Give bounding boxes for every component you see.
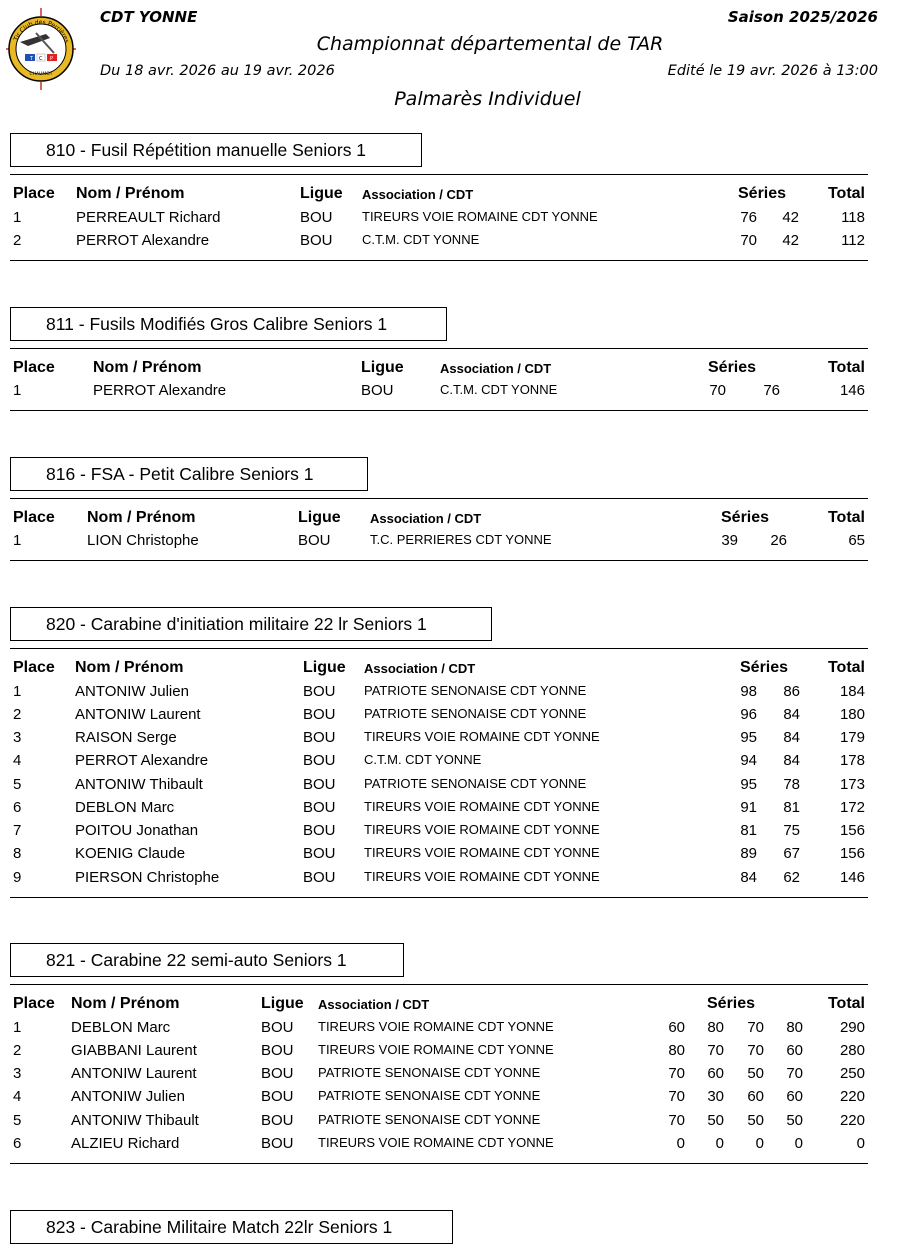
name-cell: ANTONIW Laurent	[71, 1065, 197, 1082]
series-score-cell: 80	[707, 1019, 724, 1036]
place-cell: 1	[13, 209, 22, 226]
name-cell: ANTONIW Laurent	[75, 706, 201, 723]
league-cell: BOU	[261, 1065, 294, 1082]
total-cell: 250	[839, 1065, 865, 1082]
table-row	[0, 382, 900, 400]
league-cell: BOU	[261, 1019, 294, 1036]
total-cell: 65	[848, 532, 865, 549]
series-score-cell: 80	[786, 1019, 803, 1036]
league-cell: BOU	[261, 1112, 294, 1129]
league-cell: BOU	[303, 822, 336, 839]
col-header-league: Ligue	[298, 509, 341, 526]
total-cell: 280	[839, 1042, 865, 1059]
place-cell: 7	[13, 822, 22, 839]
series-score-cell: 0	[676, 1135, 685, 1152]
series-score-cell: 60	[668, 1019, 685, 1036]
place-cell: 6	[13, 799, 22, 816]
org-name: CDT YONNE	[100, 8, 198, 26]
col-header-series: Séries	[708, 359, 757, 376]
total-cell: 220	[839, 1112, 865, 1129]
total-cell: 146	[839, 869, 865, 886]
series-score-cell: 70	[709, 382, 726, 399]
association-cell: C.T.M. CDT YONNE	[364, 752, 482, 767]
name-cell: DEBLON Marc	[71, 1019, 171, 1036]
series-score-cell: 81	[783, 799, 800, 816]
total-cell: 179	[839, 729, 865, 746]
association-cell: TIREURS VOIE ROMAINE CDT YONNE	[364, 729, 600, 744]
header-rule	[10, 498, 868, 499]
total-cell: 173	[839, 776, 865, 793]
col-header-league: Ligue	[361, 359, 404, 376]
total-cell: 180	[839, 706, 865, 723]
place-cell: 1	[13, 683, 22, 700]
total-cell: 178	[839, 752, 865, 769]
series-score-cell: 50	[707, 1112, 724, 1129]
col-header-name: Nom / Prénom	[93, 359, 202, 376]
name-cell: PERROT Alexandre	[75, 752, 209, 769]
series-score-cell: 62	[783, 869, 800, 886]
footer-rule	[10, 1163, 868, 1164]
place-cell: 2	[13, 232, 22, 249]
col-header-place: Place	[13, 359, 55, 376]
header-rule	[10, 174, 868, 175]
league-cell: BOU	[261, 1042, 294, 1059]
league-cell: BOU	[261, 1088, 294, 1105]
place-cell: 5	[13, 1112, 22, 1129]
league-cell: BOU	[300, 209, 333, 226]
total-cell: 112	[841, 232, 865, 249]
series-score-cell: 96	[740, 706, 757, 723]
series-score-cell: 86	[783, 683, 800, 700]
place-cell: 3	[13, 729, 22, 746]
series-score-cell: 70	[668, 1112, 685, 1129]
header-rule	[10, 648, 868, 649]
association-cell: PATRIOTE SENONAISE CDT YONNE	[364, 683, 587, 698]
place-cell: 3	[13, 1065, 22, 1082]
series-score-cell: 95	[740, 729, 757, 746]
table-row	[0, 1088, 900, 1106]
series-score-cell: 39	[721, 532, 738, 549]
series-score-cell: 81	[740, 822, 757, 839]
series-score-cell: 50	[747, 1065, 764, 1082]
series-score-cell: 76	[740, 209, 757, 226]
series-score-cell: 91	[740, 799, 757, 816]
place-cell: 6	[13, 1135, 22, 1152]
series-score-cell: 0	[794, 1135, 803, 1152]
table-row	[0, 232, 900, 250]
col-header-series: Séries	[721, 509, 770, 526]
name-cell: ANTONIW Thibault	[75, 776, 203, 793]
name-cell: ANTONIW Julien	[71, 1088, 185, 1105]
table-row	[0, 706, 900, 724]
name-cell: POITOU Jonathan	[75, 822, 199, 839]
col-header-association: Association / CDT	[440, 361, 552, 376]
series-score-cell: 70	[747, 1019, 764, 1036]
series-score-cell: 84	[740, 869, 757, 886]
col-header-place: Place	[13, 995, 55, 1012]
table-row	[0, 1065, 900, 1083]
event-title: 811 - Fusils Modifiés Gros Calibre Seniors 1	[10, 307, 447, 341]
table-row	[0, 532, 900, 550]
event-title: 820 - Carabine d'initiation militaire 22 lr Seniors 1	[10, 607, 492, 641]
table-row	[0, 752, 900, 770]
place-cell: 4	[13, 1088, 22, 1105]
place-cell: 4	[13, 752, 22, 769]
total-cell: 220	[839, 1088, 865, 1105]
footer-rule	[10, 560, 868, 561]
name-cell: RAISON Serge	[75, 729, 177, 746]
col-header-name: Nom / Prénom	[75, 659, 184, 676]
series-score-cell: 94	[740, 752, 757, 769]
series-score-cell: 76	[763, 382, 780, 399]
series-score-cell: 80	[668, 1042, 685, 1059]
association-cell: TIREURS VOIE ROMAINE CDT YONNE	[364, 845, 600, 860]
series-score-cell: 98	[740, 683, 757, 700]
total-cell: 172	[839, 799, 865, 816]
place-cell: 8	[13, 845, 22, 862]
league-cell: BOU	[303, 869, 336, 886]
table-row	[0, 822, 900, 840]
table-row	[0, 776, 900, 794]
league-cell: BOU	[303, 706, 336, 723]
series-score-cell: 30	[707, 1088, 724, 1105]
association-cell: TIREURS VOIE ROMAINE CDT YONNE	[318, 1042, 554, 1057]
table-row	[0, 799, 900, 817]
col-header-total: Total	[827, 185, 865, 202]
series-score-cell: 70	[668, 1088, 685, 1105]
footer-rule	[10, 260, 868, 261]
series-score-cell: 0	[715, 1135, 724, 1152]
document-title: Championnat départemental de TAR	[316, 33, 664, 55]
table-row	[0, 683, 900, 701]
date-range: Du 18 avr. 2026 au 19 avr. 2026	[100, 63, 335, 79]
table-row	[0, 729, 900, 747]
table-row	[0, 1135, 900, 1153]
col-header-association: Association / CDT	[318, 997, 430, 1012]
series-score-cell: 60	[747, 1088, 764, 1105]
col-header-total: Total	[827, 995, 865, 1012]
total-cell: 146	[839, 382, 865, 399]
series-score-cell: 26	[770, 532, 787, 549]
footer-rule	[10, 897, 868, 898]
series-score-cell: 78	[783, 776, 800, 793]
series-score-cell: 89	[740, 845, 757, 862]
league-cell: BOU	[303, 776, 336, 793]
col-header-league: Ligue	[261, 995, 304, 1012]
association-cell: TIREURS VOIE ROMAINE CDT YONNE	[364, 799, 600, 814]
col-header-total: Total	[827, 359, 865, 376]
association-cell: C.T.M. CDT YONNE	[362, 232, 480, 247]
col-header-place: Place	[13, 185, 55, 202]
place-cell: 1	[13, 1019, 22, 1036]
header-rule	[10, 984, 868, 985]
col-header-league: Ligue	[300, 185, 343, 202]
col-header-association: Association / CDT	[370, 511, 482, 526]
footer-rule	[10, 410, 868, 411]
name-cell: LION Christophe	[87, 532, 199, 549]
col-header-place: Place	[13, 509, 55, 526]
association-cell: PATRIOTE SENONAISE CDT YONNE	[318, 1088, 541, 1103]
series-score-cell: 60	[786, 1042, 803, 1059]
league-cell: BOU	[261, 1135, 294, 1152]
name-cell: PIERSON Christophe	[75, 869, 220, 886]
svg-text:Tir Club des Perrières: Tir Club des Perrières	[12, 18, 71, 44]
svg-text:P: P	[50, 56, 54, 62]
league-cell: BOU	[298, 532, 331, 549]
table-row	[0, 869, 900, 887]
name-cell: ALZIEU Richard	[71, 1135, 180, 1152]
place-cell: 1	[13, 382, 22, 399]
series-score-cell: 42	[782, 232, 799, 249]
association-cell: PATRIOTE SENONAISE CDT YONNE	[318, 1112, 541, 1127]
total-cell: 156	[839, 822, 865, 839]
total-cell: 156	[839, 845, 865, 862]
name-cell: KOENIG Claude	[75, 845, 186, 862]
league-cell: BOU	[361, 382, 394, 399]
association-cell: TIREURS VOIE ROMAINE CDT YONNE	[364, 822, 600, 837]
series-score-cell: 75	[783, 822, 800, 839]
col-header-series: Séries	[707, 995, 756, 1012]
series-score-cell: 84	[783, 706, 800, 723]
league-cell: BOU	[303, 752, 336, 769]
col-header-association: Association / CDT	[364, 661, 476, 676]
series-score-cell: 50	[786, 1112, 803, 1129]
event-title: 810 - Fusil Répétition manuelle Seniors 1	[10, 133, 422, 167]
col-header-series: Séries	[738, 185, 787, 202]
total-cell: 0	[856, 1135, 865, 1152]
name-cell: ANTONIW Thibault	[71, 1112, 199, 1129]
table-row	[0, 845, 900, 863]
series-score-cell: 67	[783, 845, 800, 862]
series-score-cell: 70	[707, 1042, 724, 1059]
col-header-total: Total	[827, 659, 865, 676]
league-cell: BOU	[303, 799, 336, 816]
association-cell: T.C. PERRIERES CDT YONNE	[370, 532, 552, 547]
series-score-cell: 42	[782, 209, 799, 226]
series-score-cell: 70	[747, 1042, 764, 1059]
association-cell: TIREURS VOIE ROMAINE CDT YONNE	[318, 1019, 554, 1034]
association-cell: TIREURS VOIE ROMAINE CDT YONNE	[318, 1135, 554, 1150]
header-rule	[10, 348, 868, 349]
association-cell: TIREURS VOIE ROMAINE CDT YONNE	[364, 869, 600, 884]
col-header-league: Ligue	[303, 659, 346, 676]
col-header-name: Nom / Prénom	[87, 509, 196, 526]
place-cell: 2	[13, 706, 22, 723]
series-score-cell: 70	[786, 1065, 803, 1082]
table-row	[0, 209, 900, 227]
series-score-cell: 0	[755, 1135, 764, 1152]
event-title: 816 - FSA - Petit Calibre Seniors 1	[10, 457, 368, 491]
col-header-association: Association / CDT	[362, 187, 474, 202]
series-score-cell: 60	[707, 1065, 724, 1082]
name-cell: PERREAULT Richard	[76, 209, 221, 226]
name-cell: PERROT Alexandre	[76, 232, 210, 249]
col-header-place: Place	[13, 659, 55, 676]
col-header-name: Nom / Prénom	[71, 995, 180, 1012]
league-cell: BOU	[300, 232, 333, 249]
name-cell: DEBLON Marc	[75, 799, 175, 816]
event-title: 821 - Carabine 22 semi-auto Seniors 1	[10, 943, 404, 977]
place-cell: 2	[13, 1042, 22, 1059]
place-cell: 1	[13, 532, 22, 549]
name-cell: GIABBANI Laurent	[71, 1042, 197, 1059]
svg-text:T: T	[30, 56, 34, 62]
table-row	[0, 1019, 900, 1037]
association-cell: PATRIOTE SENONAISE CDT YONNE	[364, 706, 587, 721]
event-title: 823 - Carabine Militaire Match 22lr Seniors 1	[10, 1210, 453, 1244]
series-score-cell: 50	[747, 1112, 764, 1129]
table-row	[0, 1112, 900, 1130]
series-score-cell: 60	[786, 1088, 803, 1105]
series-score-cell: 84	[783, 752, 800, 769]
edited-date: Edité le 19 avr. 2026 à 13:00	[667, 63, 878, 79]
document-subtitle: Palmarès Individuel	[394, 88, 581, 110]
total-cell: 184	[839, 683, 865, 700]
svg-text:CHAUMOT: CHAUMOT	[29, 72, 53, 77]
league-cell: BOU	[303, 845, 336, 862]
name-cell: ANTONIW Julien	[75, 683, 189, 700]
total-cell: 290	[839, 1019, 865, 1036]
place-cell: 9	[13, 869, 22, 886]
col-header-total: Total	[827, 509, 865, 526]
col-header-series: Séries	[740, 659, 789, 676]
table-row	[0, 1042, 900, 1060]
name-cell: PERROT Alexandre	[93, 382, 227, 399]
svg-text:C: C	[39, 56, 43, 62]
series-score-cell: 95	[740, 776, 757, 793]
season-label: Saison 2025/2026	[727, 8, 878, 26]
association-cell: C.T.M. CDT YONNE	[440, 382, 558, 397]
association-cell: PATRIOTE SENONAISE CDT YONNE	[364, 776, 587, 791]
place-cell: 5	[13, 776, 22, 793]
league-cell: BOU	[303, 729, 336, 746]
col-header-name: Nom / Prénom	[76, 185, 185, 202]
series-score-cell: 84	[783, 729, 800, 746]
league-cell: BOU	[303, 683, 336, 700]
association-cell: TIREURS VOIE ROMAINE CDT YONNE	[362, 209, 598, 224]
series-score-cell: 70	[740, 232, 757, 249]
series-score-cell: 70	[668, 1065, 685, 1082]
association-cell: PATRIOTE SENONAISE CDT YONNE	[318, 1065, 541, 1080]
total-cell: 118	[841, 209, 865, 226]
